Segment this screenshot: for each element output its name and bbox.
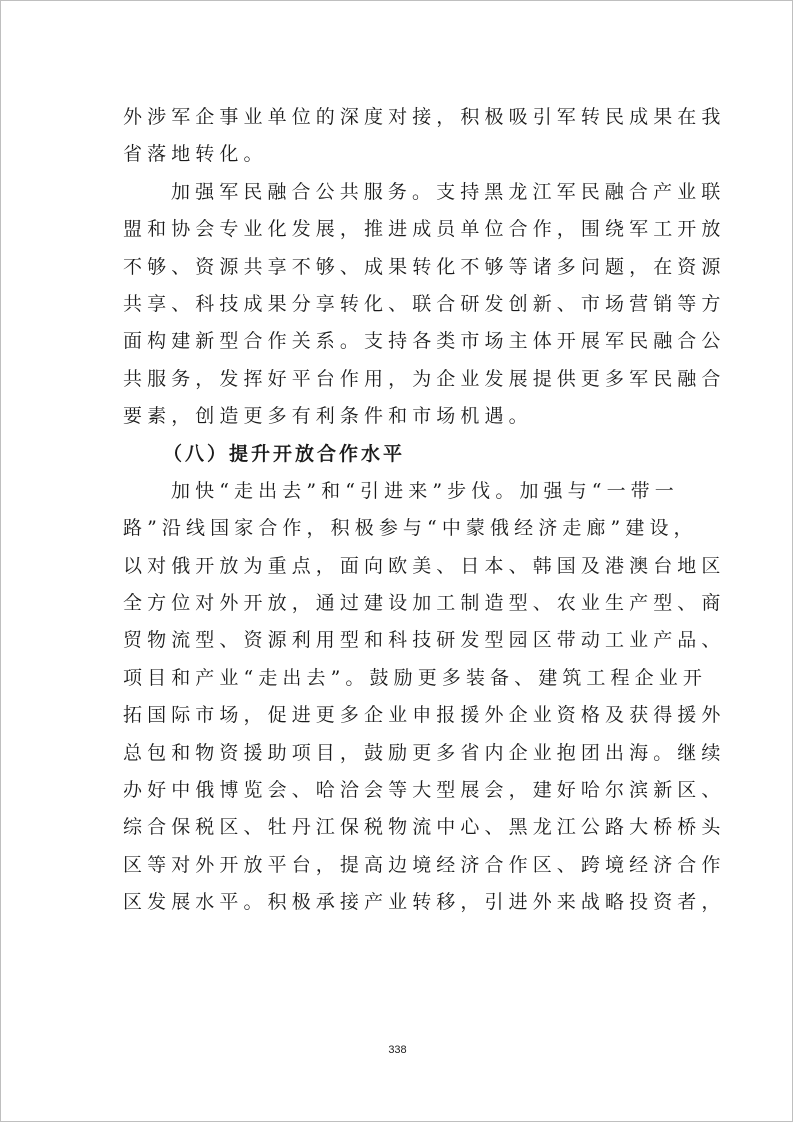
paragraph-line: 区等对外开放平台，提高边境经济合作区、跨境经济合作 bbox=[123, 853, 726, 876]
paragraph-line: 区发展水平。积极承接产业转移，引进外来战略投资者， bbox=[123, 891, 726, 914]
paragraph-line: 加强军民融合公共服务。支持黑龙江军民融合产业联 bbox=[171, 180, 726, 203]
paragraph-line: 拓国际市场，促进更多企业申报援外企业资格及获得援外 bbox=[123, 704, 726, 727]
paragraph-line: 综合保税区、牡丹江保税物流中心、黑龙江公路大桥桥头 bbox=[123, 816, 726, 839]
section-heading: （八）提升开放合作水平 bbox=[163, 442, 406, 465]
paragraph-line: 总包和物资援助项目，鼓励更多省内企业抱团出海。继续 bbox=[123, 741, 726, 764]
paragraph-line: 外涉军企事业单位的深度对接，积极吸引军转民成果在我 bbox=[123, 106, 726, 128]
paragraph-line: 面构建新型合作关系。支持各类市场主体开展军民融合公 bbox=[123, 330, 726, 353]
paragraph-line: 盟和协会专业化发展，推进成员单位合作，围绕军工开放 bbox=[123, 218, 726, 241]
paragraph-line: 贸物流型、资源利用型和科技研发型园区带动工业产品、 bbox=[123, 629, 726, 652]
paragraph-line: 要素，创造更多有利条件和市场机遇。 bbox=[123, 405, 533, 428]
paragraph-line: 共享、科技成果分享转化、联合研发创新、市场营销等方 bbox=[123, 292, 726, 315]
paragraph-line: 项目和产业“走出去”。鼓励更多装备、建筑工程企业开 bbox=[123, 666, 707, 689]
paragraph-line: 加快“走出去”和“引进来”步伐。加强与“一带一 bbox=[171, 479, 679, 502]
paragraph-line: 办好中俄博览会、哈洽会等大型展会，建好哈尔滨新区、 bbox=[123, 779, 726, 802]
paragraph-line: 全方位对外开放，通过建设加工制造型、农业生产型、商 bbox=[123, 592, 726, 615]
page-number: 338 bbox=[388, 1044, 407, 1056]
paragraph-line: 以对俄开放为重点，面向欧美、日本、韩国及港澳台地区 bbox=[123, 554, 726, 577]
paragraph-line: 共服务，发挥好平台作用，为企业发展提供更多军民融合 bbox=[123, 367, 726, 390]
paragraph-line: 路”沿线国家合作，积极参与“中蒙俄经济走廊”建设， bbox=[123, 517, 698, 540]
paragraph-line: 省落地转化。 bbox=[123, 143, 268, 166]
document-body bbox=[123, 99, 726, 922]
paragraph-line: 不够、资源共享不够、成果转化不够等诸多问题，在资源 bbox=[123, 255, 726, 278]
